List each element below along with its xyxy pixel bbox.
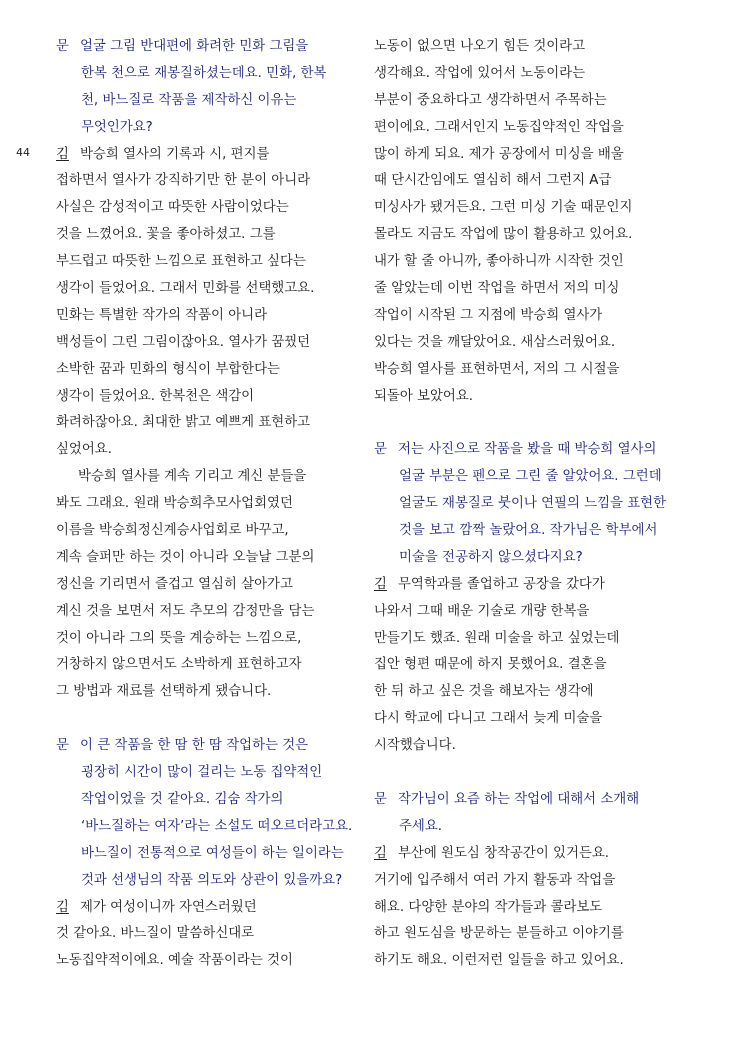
question-line: 한복 천으로 재봉질하셨는데요. 민화, 한복 bbox=[81, 65, 327, 81]
answer-line: 사실은 감성적이고 따뜻한 사람이었다는 bbox=[56, 200, 289, 216]
answer-line: 생각이 들었어요. 한복천은 색감이 bbox=[56, 388, 255, 404]
answer-line: 화려하잖아요. 최대한 밝고 예쁘게 표현하고 bbox=[56, 415, 311, 431]
question-2 bbox=[56, 733, 356, 894]
answer-line: 노동집약적이에요. 예술 작품이라는 것이 bbox=[56, 953, 293, 969]
answer-marker: 김 bbox=[56, 899, 69, 915]
question-line: 얼굴도 재봉질로 붓이나 연필의 느낌을 표현한 bbox=[399, 496, 667, 512]
answer-1 bbox=[56, 142, 356, 707]
answer-line: 생각해요. 작업에 있어서 노동이라는 bbox=[374, 65, 586, 81]
question-line: 무엇인가요? bbox=[81, 119, 153, 135]
answer-line: 접하면서 열사가 강직하기만 한 분이 아니라 bbox=[56, 173, 311, 189]
paragraph-gap bbox=[56, 706, 356, 733]
answer-3 bbox=[374, 572, 674, 760]
page-number: 44 bbox=[16, 146, 30, 159]
answer-line: 계신 것을 보면서 저도 추모의 감정만을 담는 bbox=[56, 603, 315, 619]
answer-line: 김 박승희 열사의 기록과 시, 편지를 bbox=[56, 142, 356, 169]
question-line: 문 이 큰 작품을 한 땀 한 땀 작업하는 것은 bbox=[56, 733, 356, 760]
answer-line: 때 단시간임에도 열심히 해서 그런지 A급 bbox=[374, 173, 612, 189]
answer-line: 작업이 시작된 그 지점에 박승희 열사가 bbox=[374, 307, 603, 323]
answer-line: 있다는 것을 깨달았어요. 새삼스러웠어요. bbox=[374, 334, 616, 350]
answer-line: 하기도 해요. 이런저런 일들을 하고 있어요. bbox=[374, 953, 624, 969]
answer-line: 한 뒤 하고 싶은 것을 해보자는 생각에 bbox=[374, 684, 594, 700]
answer-line: 민화는 특별한 작가의 작품이 아니라 bbox=[56, 307, 268, 323]
question-line: 천, 바느질로 작품을 제작하신 이유는 bbox=[81, 92, 297, 108]
answer-line: 많이 하게 되요. 제가 공장에서 미싱을 배울 bbox=[374, 146, 624, 162]
answer-line: 싶었어요. bbox=[56, 442, 112, 458]
answer-line: 이름을 박승희정신계승사업회로 바꾸고, bbox=[56, 523, 289, 539]
answer-marker: 김 bbox=[56, 146, 69, 162]
answer-4 bbox=[374, 841, 674, 975]
question-3 bbox=[374, 437, 674, 571]
answer-line: 생각이 들었어요. 그래서 민화를 선택했고요. bbox=[56, 281, 315, 297]
answer-line: 나와서 그때 배운 기술로 개량 한복을 bbox=[374, 603, 590, 619]
answer-line: 소박한 꿈과 민화의 형식이 부합한다는 bbox=[56, 361, 280, 377]
answer-line: 내가 할 줄 아니까, 좋아하니까 시작한 것인 bbox=[374, 254, 624, 270]
question-line: 얼굴 부분은 펜으로 그린 줄 알았어요. 그런데 bbox=[399, 469, 662, 485]
answer-line: 봐도 그래요. 원래 박승희추모사업회였던 bbox=[56, 496, 293, 512]
answer-line: 노동이 없으면 나오기 힘든 것이라고 bbox=[374, 39, 586, 54]
answer-line: 다시 학교에 다니고 그래서 늦게 미술을 bbox=[374, 711, 603, 727]
answer-line: 되돌아 보았어요. bbox=[374, 388, 474, 404]
answer-line: 김 제가 여성이니까 자연스러웠던 bbox=[56, 895, 356, 922]
answer-line: 김 부산에 원도심 창작공간이 있거든요. bbox=[374, 841, 674, 868]
question-line: 굉장히 시간이 많이 걸리는 노동 집약적인 bbox=[81, 765, 323, 781]
answer-line: 정신을 기리면서 즐겁고 열심히 살아가고 bbox=[56, 576, 293, 592]
question-line: 문 저는 사진으로 작품을 봤을 때 박승희 열사의 bbox=[374, 437, 674, 464]
question-line: 문 얼굴 그림 반대편에 화려한 민화 그림을 bbox=[56, 34, 356, 61]
answer-line: 백성들이 그린 그림이잖아요. 열사가 꿈꿨던 bbox=[56, 334, 311, 350]
answer-line: 만들기도 했죠. 원래 미술을 하고 싶었는데 bbox=[374, 630, 620, 646]
answer-marker: 김 bbox=[374, 576, 387, 592]
question-marker: 문 bbox=[56, 738, 69, 754]
question-line: 문 작가님이 요즘 하는 작업에 대해서 소개해 bbox=[374, 787, 674, 814]
question-line: 것과 선생님의 작품 의도와 상관이 있을까요? bbox=[81, 872, 343, 888]
paragraph-gap bbox=[374, 760, 674, 787]
answer-2-continued bbox=[374, 34, 674, 410]
answer-line: 그 방법과 재료를 선택하게 됐습니다. bbox=[56, 684, 272, 700]
answer-line: 것이 아니라 그의 뜻을 계승하는 느낌으로, bbox=[56, 630, 302, 646]
question-line: ‘바느질하는 여자’라는 소설도 떠오르더라고요. bbox=[81, 818, 353, 834]
answer-line: 거창하지 않으면서도 소박하게 표현하고자 bbox=[56, 657, 302, 673]
answer-line: 편이에요. 그래서인지 노동집약적인 작업을 bbox=[374, 119, 624, 135]
question-line: 작업이었을 것 같아요. 김숨 작가의 bbox=[81, 791, 284, 807]
paragraph-gap bbox=[374, 410, 674, 437]
question-1 bbox=[56, 34, 356, 142]
answer-line: 박승희 열사를 계속 기리고 계신 분들을 bbox=[78, 469, 307, 485]
answer-line: 것을 느꼈어요. 꽃을 좋아하셨고. 그를 bbox=[56, 227, 276, 243]
answer-line: 김 무역학과를 졸업하고 공장을 갔다가 bbox=[374, 572, 674, 599]
answer-line: 미싱사가 됐거든요. 그런 미싱 기술 때문인지 bbox=[374, 200, 633, 216]
answer-line: 부분이 중요하다고 생각하면서 주목하는 bbox=[374, 92, 607, 108]
answer-line: 줄 알았는데 이번 작업을 하면서 저의 미싱 bbox=[374, 281, 620, 297]
question-marker: 문 bbox=[374, 791, 387, 807]
answer-line: 부드럽고 따뜻한 느낌으로 표현하고 싶다는 bbox=[56, 254, 306, 270]
answer-line: 박승희 열사를 표현하면서, 저의 그 시절을 bbox=[374, 361, 620, 377]
question-4 bbox=[374, 787, 674, 841]
question-line: 바느질이 전통적으로 여성들이 하는 일이라는 bbox=[81, 845, 344, 861]
right-column bbox=[374, 34, 674, 975]
question-line: 주세요. bbox=[399, 818, 443, 834]
answer-marker: 김 bbox=[374, 845, 387, 861]
answer-line: 하고 원도심을 방문하는 분들하고 이야기를 bbox=[374, 926, 624, 942]
answer-line: 계속 슬퍼만 하는 것이 아니라 오늘날 그분의 bbox=[56, 549, 315, 565]
question-line: 것을 보고 깜짝 놀랐어요. 작가님은 학부에서 bbox=[399, 523, 658, 539]
answer-2 bbox=[56, 895, 356, 976]
question-line: 미술을 전공하지 않으셨다지요? bbox=[399, 549, 583, 565]
answer-line: 거기에 입주해서 여러 가지 활동과 작업을 bbox=[374, 872, 616, 888]
question-marker: 문 bbox=[56, 39, 69, 54]
left-column bbox=[56, 34, 356, 975]
answer-line: 집안 형편 때문에 하지 못했어요. 결혼을 bbox=[374, 657, 607, 673]
answer-line: 몰라도 지금도 작업에 많이 활용하고 있어요. bbox=[374, 227, 633, 243]
answer-line: 시작했습니다. bbox=[374, 738, 456, 754]
answer-line: 것 같아요. 바느질이 말씀하신대로 bbox=[56, 926, 255, 942]
answer-line: 해요. 다양한 분야의 작가들과 콜라보도 bbox=[374, 899, 603, 915]
question-marker: 문 bbox=[374, 442, 387, 458]
